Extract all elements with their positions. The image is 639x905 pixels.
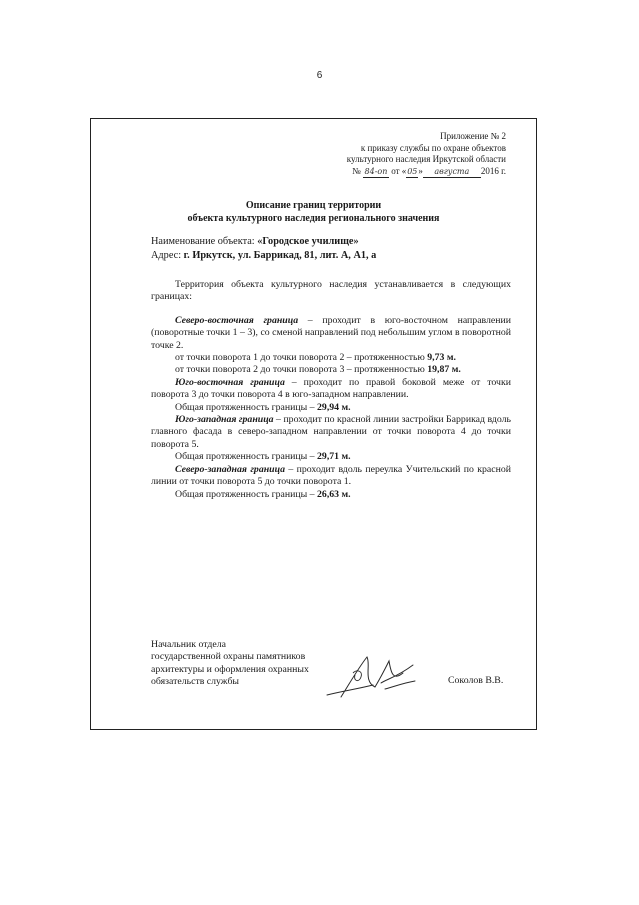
object-info: [151, 235, 376, 262]
title-line-2: объекта культурного наследия регионального значения: [187, 213, 440, 224]
sw-boundary-paragraph: [151, 414, 511, 451]
intro-paragraph: Территория объекта культурного наследия устанавливается в следующих границах:: [151, 279, 511, 303]
object-address: [151, 249, 376, 263]
ne-boundary-label: Северо-восточная граница: [175, 314, 299, 326]
signatory-name: Соколов В.В.: [448, 675, 504, 686]
boundary-description: [151, 279, 511, 501]
appendix-block: [347, 131, 506, 178]
order-number: 84-оп: [363, 166, 389, 179]
appendix-order-line: к приказу службы по охране объектов: [360, 142, 506, 153]
signatory-line-2: государственной охраны памятников: [151, 651, 306, 663]
appendix-number-date: № 84-оп от «05» августа 2016 г.: [347, 166, 506, 179]
se-total: [151, 402, 511, 414]
ne-segment-2-value: 19,87 м.: [427, 364, 461, 376]
nw-total: [151, 489, 511, 501]
object-name-label: Наименование объекта:: [151, 236, 258, 247]
nw-boundary-text: – проходит вдоль переулка Учительский по красной линии от точки поворота 5 до точки поворота 1.: [151, 463, 511, 488]
sw-total-text: Общая протяженность границы –: [175, 451, 318, 463]
appendix-title: Приложение № 2: [440, 131, 506, 141]
page-number: 6: [316, 70, 323, 81]
nw-boundary-label: Северо-западная граница: [175, 463, 285, 475]
signatory-line-4: обязательств службы: [151, 676, 240, 688]
ne-segment-1-value: 9,73 м.: [427, 352, 456, 364]
document-frame: [90, 118, 537, 730]
date-day: 05: [406, 166, 418, 179]
nw-total-text: Общая протяженность границы –: [175, 488, 318, 500]
nw-boundary-paragraph: [151, 464, 511, 489]
signatory-position: [151, 639, 309, 689]
se-boundary-paragraph: [151, 377, 511, 402]
sw-boundary-text: – проходит по красной линии застройки Баррикад вдоль главного фасада в северо-западном направлении от точки поворота 4 до точки поворота 5.: [151, 414, 511, 450]
se-total-value: 29,94 м.: [317, 401, 351, 413]
se-boundary-label: Юго-восточная граница: [175, 376, 285, 388]
se-boundary-text: – проходит по правой боковой меже от точки поворота 3 до точки поворота 4 в юго-западном направлении.: [151, 376, 511, 401]
ne-segment-2-text: от точки поворота 2 до точки поворота 3 – протяженностью: [175, 364, 428, 376]
object-name: [151, 235, 376, 249]
object-address-label: Адрес:: [151, 249, 184, 261]
number-prefix: №: [352, 165, 361, 176]
object-name-value: «Городское училище»: [257, 236, 359, 247]
object-address-value: г. Иркутск, ул. Баррикад, 81, лит. А, А1, а: [183, 249, 377, 261]
nw-total-value: 26,63 м.: [317, 488, 351, 500]
handwritten-signature: [323, 651, 418, 701]
ne-boundary-paragraph: [151, 315, 511, 352]
sw-boundary-label: Юго-западная граница: [175, 414, 274, 426]
ne-segment-1-text: от точки поворота 1 до точки поворота 2 – протяженностью: [175, 352, 428, 364]
ne-boundary-text: – проходит в юго-восточном направлении (поворотные точки 1 – 3), со сменой направлений под небольшим углом в поворотной точке 2.: [151, 314, 511, 351]
date-suffix: 2016 г.: [480, 165, 506, 176]
appendix-org-line: культурного наследия Иркутской области: [346, 154, 506, 164]
signatory-line-1: Начальник отдела: [151, 639, 226, 650]
title-line-1: Описание границ территории: [245, 200, 382, 211]
document-title: [91, 199, 536, 225]
ne-segment-1: [151, 352, 511, 364]
date-month: августа: [423, 166, 481, 179]
se-total-text: Общая протяженность границы –: [175, 401, 318, 413]
ne-segment-2: [151, 364, 511, 376]
sw-total: [151, 451, 511, 463]
signatory-line-3: архитектуры и оформления охранных: [151, 663, 309, 675]
date-prefix: от «: [391, 165, 407, 176]
sw-total-value: 29,71 м.: [317, 451, 351, 463]
